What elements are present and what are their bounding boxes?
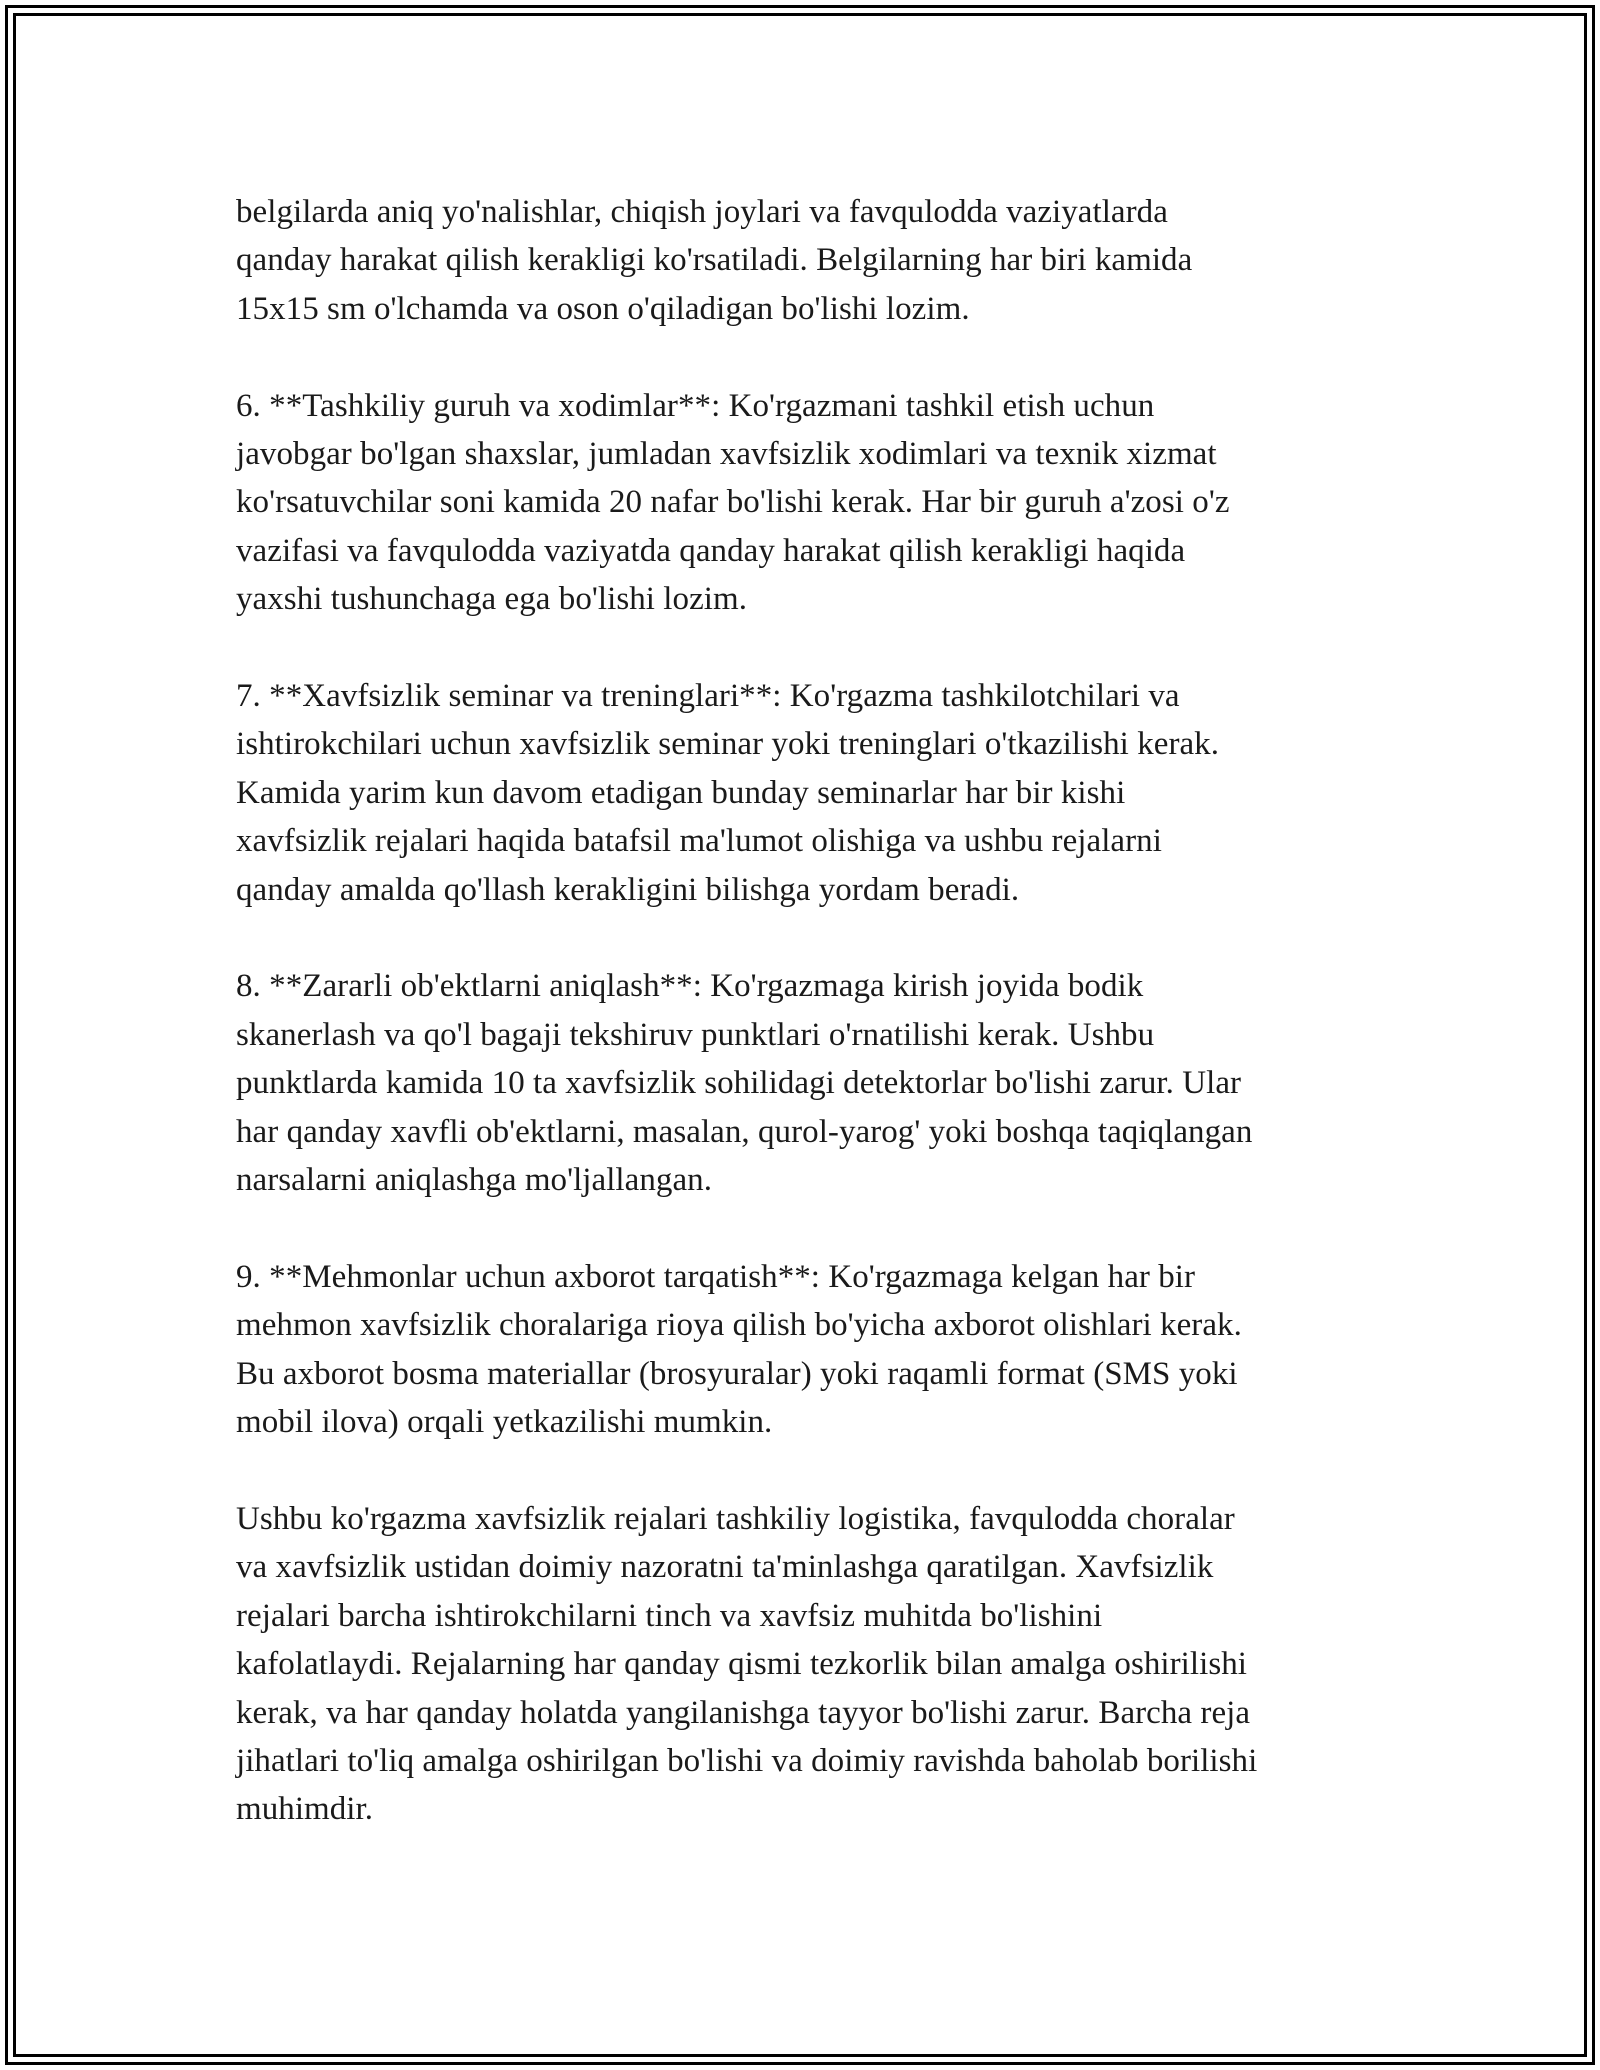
- text-line: belgilarda aniq yo'nalishlar, chiqish joylari va favqulodda vaziyatlarda: [236, 194, 1168, 230]
- text-line: javobgar bo'lgan shaxslar, jumladan xavfsizlik xodimlari va texnik xizmat: [236, 436, 1217, 473]
- paragraph-signage: [236, 188, 1386, 333]
- text-line: 6. **Tashkiliy guruh va xodimlar**: Ko'rgazmani tashkil etish uchun: [236, 387, 1155, 424]
- text-line: skanerlash va qo'l bagaji tekshiruv punktlari o'rnatilishi kerak. Ushbu: [236, 1016, 1155, 1053]
- document-body: [236, 188, 1386, 1882]
- paragraph-item-9: [236, 1253, 1386, 1447]
- text-line: 8. **Zararli ob'ektlarni aniqlash**: Ko'rgazmaga kirish joyida bodik: [236, 968, 1144, 1005]
- paragraph-item-7: [236, 672, 1386, 914]
- text-line: Bu axborot bosma materiallar (brosyuralar) yoki raqamli format (SMS yoki: [236, 1355, 1238, 1392]
- text-line: qanday amalda qo'llash kerakligini bilishga yordam beradi.: [236, 871, 1020, 908]
- text-line: xavfsizlik rejalari haqida batafsil ma'lumot olishiga va ushbu rejalarni: [236, 823, 1162, 860]
- text-line: jihatlari to'liq amalga oshirilgan bo'lishi va doimiy ravishda baholab borilishi: [236, 1742, 1258, 1779]
- text-line: va xavfsizlik ustidan doimiy nazoratni ta'minlashga qaratilgan. Xavfsizlik: [236, 1549, 1214, 1586]
- text-line: narsalarni aniqlashga mo'ljallangan.: [236, 1162, 712, 1199]
- text-line: mobil ilova) orqali yetkazilishi mumkin.: [236, 1404, 773, 1441]
- text-line: yaxshi tushunchaga ega bo'lishi lozim.: [236, 581, 747, 618]
- text-line: 15x15 sm o'lchamda va oson o'qiladigan bo'lishi lozim.: [236, 290, 970, 327]
- text-line: Ushbu ko'rgazma xavfsizlik rejalari tashkiliy logistika, favqulodda choralar: [236, 1500, 1235, 1537]
- text-line: kerak, va har qanday holatda yangilanishga tayyor bo'lishi zarur. Barcha reja: [236, 1694, 1251, 1731]
- text-line: kafolatlaydi. Rejalarning har qanday qismi tezkorlik bilan amalga oshirilishi: [236, 1646, 1247, 1683]
- text-line: Kamida yarim kun davom etadigan bunday seminarlar har bir kishi: [236, 774, 1126, 811]
- text-line: qanday harakat qilish kerakligi ko'rsatiladi. Belgilarning har biri kamida: [236, 242, 1193, 279]
- paragraph-item-8: [236, 962, 1386, 1204]
- text-line: rejalari barcha ishtirokchilarni tinch va xavfsiz muhitda bo'lishini: [236, 1597, 1103, 1634]
- text-line: har qanday xavfli ob'ektlarni, masalan, qurol-yarog' yoki boshqa taqiqlangan: [236, 1113, 1253, 1150]
- text-line: vazifasi va favqulodda vaziyatda qanday harakat qilish kerakligi haqida: [236, 532, 1186, 569]
- text-line: 7. **Xavfsizlik seminar va treninglari**: Ko'rgazma tashkilotchilari va: [236, 678, 1180, 715]
- text-line: 9. **Mehmonlar uchun axborot tarqatish**: Ko'rgazmaga kelgan har bir: [236, 1258, 1196, 1295]
- paragraph-item-6: [236, 382, 1386, 624]
- text-line: ko'rsatuvchilar soni kamida 20 nafar bo'lishi kerak. Har bir guruh a'zosi o'z: [236, 484, 1230, 521]
- text-line: ishtirokchilari uchun xavfsizlik seminar yoki treninglari o'tkazilishi kerak.: [236, 726, 1220, 763]
- paragraph-conclusion: [236, 1495, 1386, 1834]
- text-line: muhimdir.: [236, 1791, 374, 1828]
- text-line: mehmon xavfsizlik choralariga rioya qilish bo'yicha axborot olishlari kerak.: [236, 1307, 1242, 1344]
- text-line: punktlarda kamida 10 ta xavfsizlik sohilidagi detektorlar bo'lishi zarur. Ular: [236, 1065, 1242, 1102]
